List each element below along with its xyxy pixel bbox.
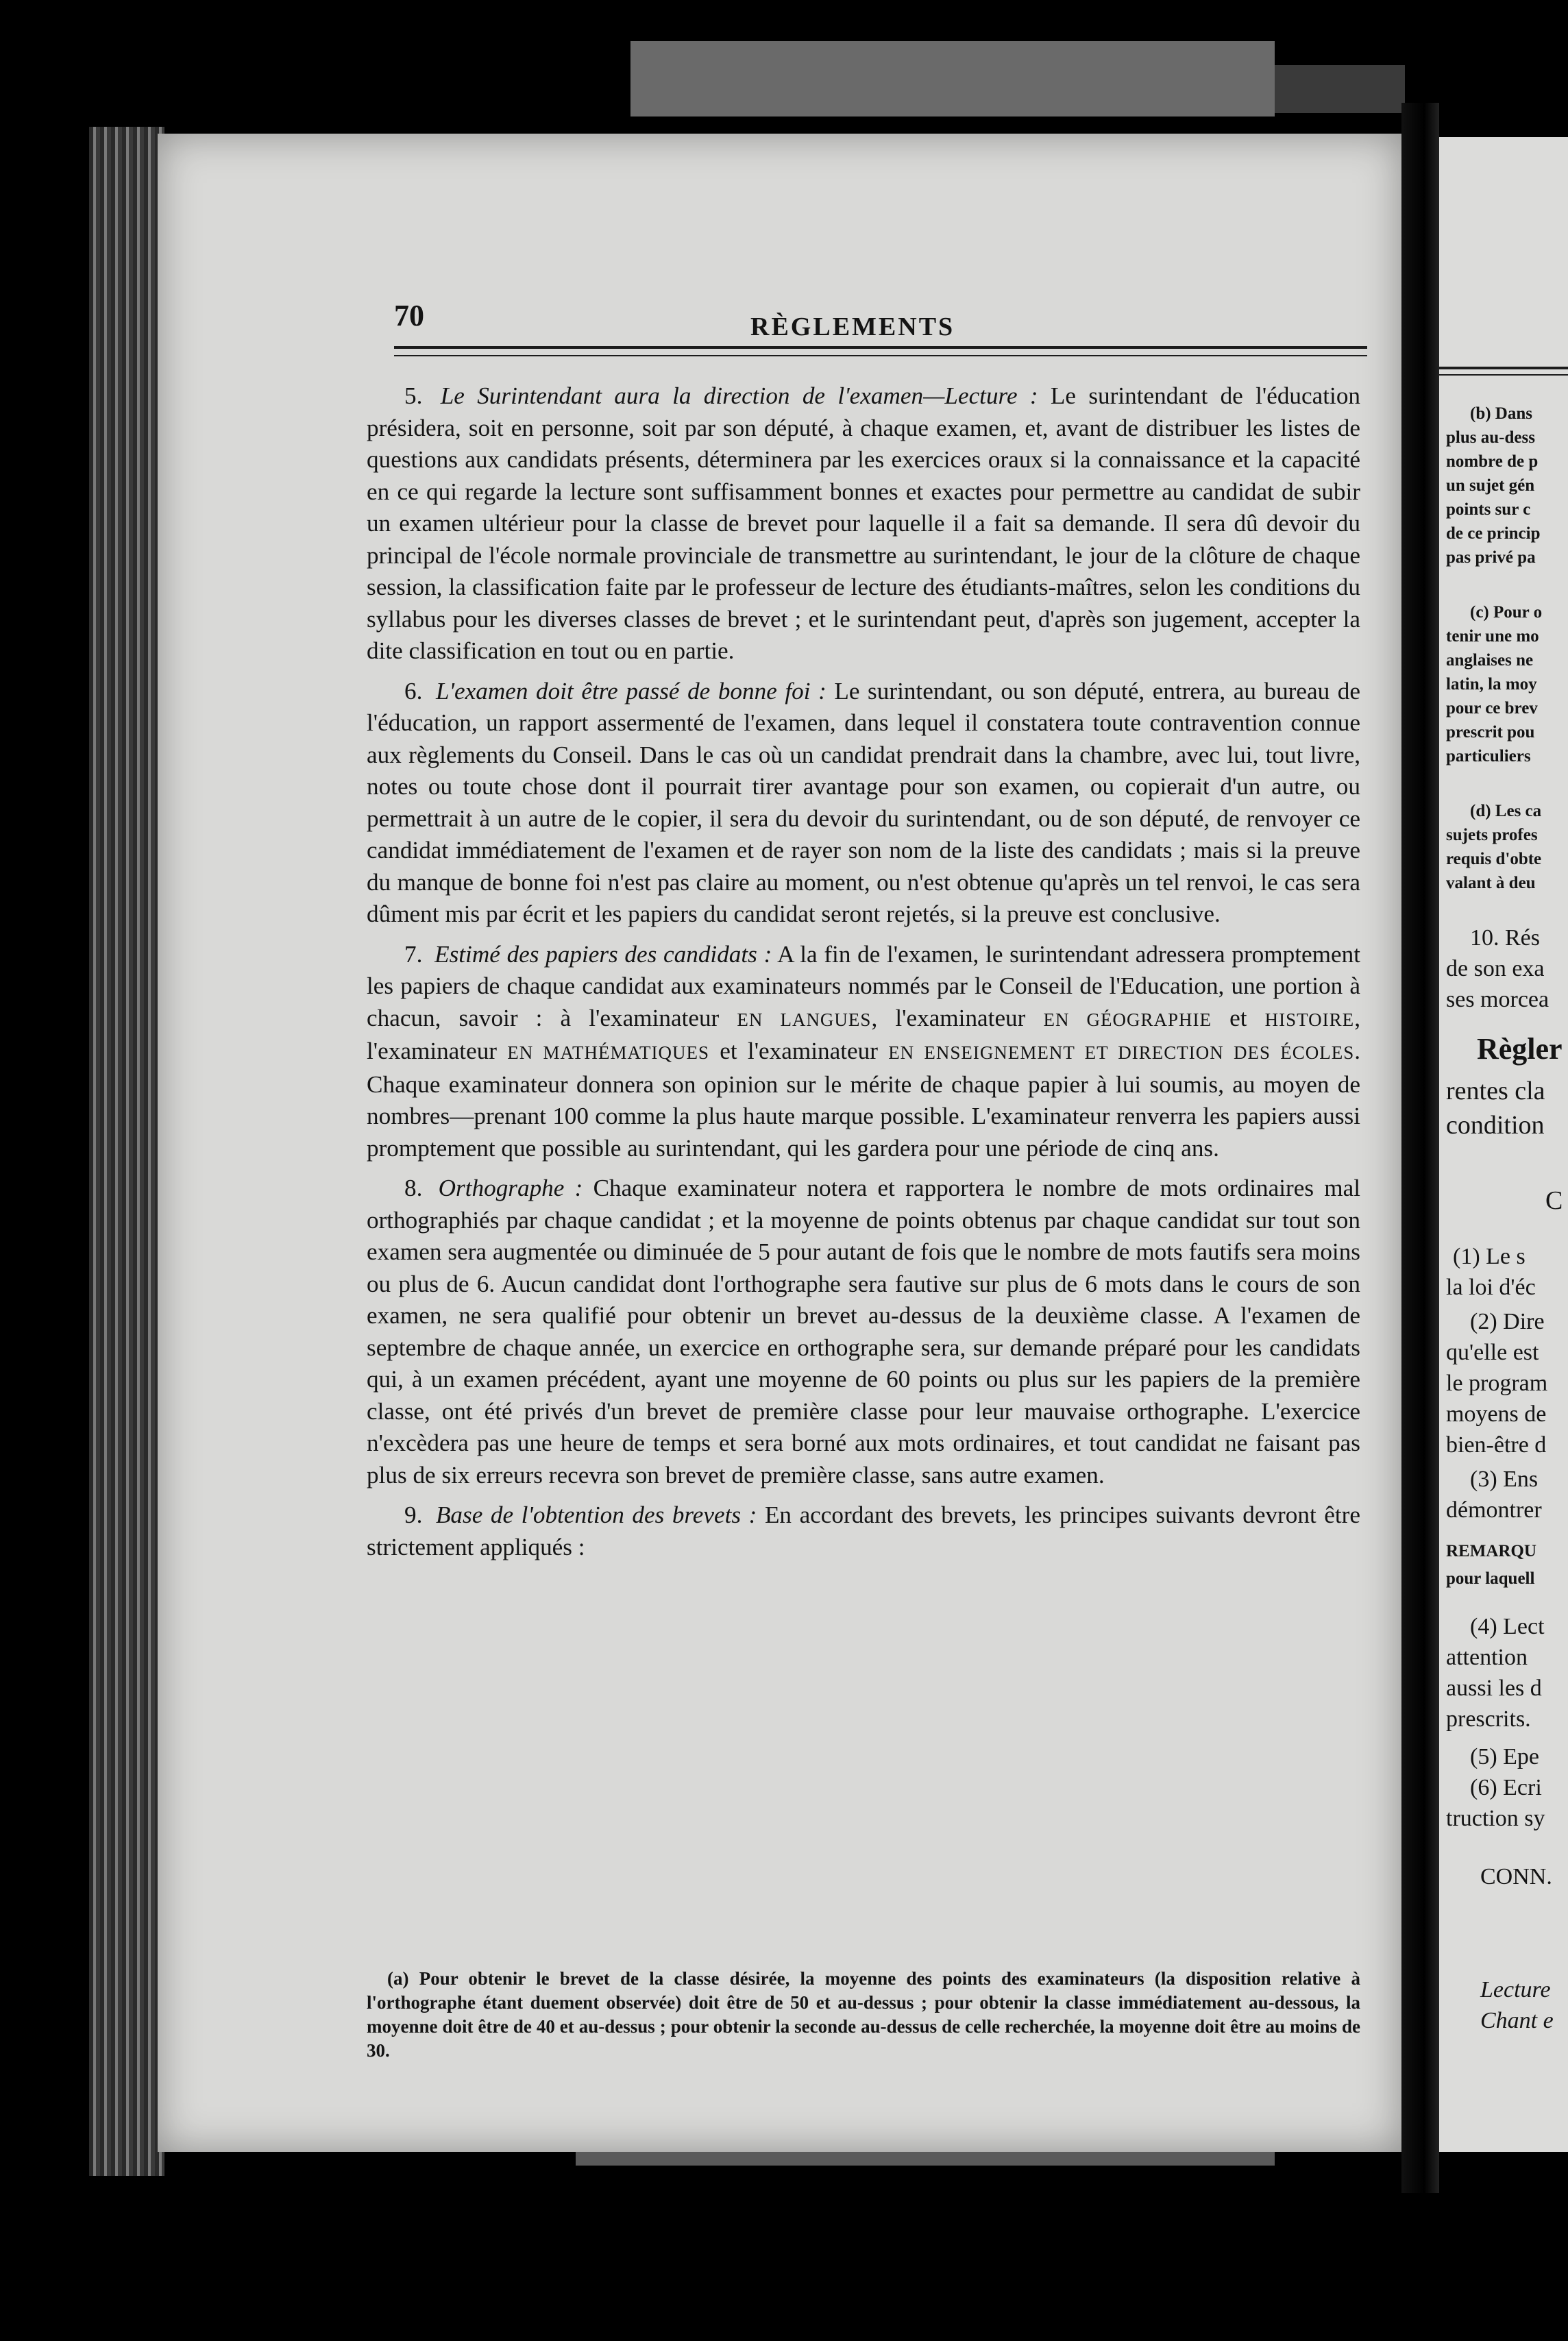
page-title: RÈGLEMENTS — [750, 312, 955, 341]
footnote-text: (a) Pour obtenir le brevet de la classe désirée, la moyenne des points des examinateurs (la disposition relative à l'orthographe étant duement observée) doit être de 50 et au-dessus ; pour obtenir la classe immédiatement au-dessous, la moyenne doit être de 40 et au-dessus ; pour obtenir la seconde au-dessus de celle recherchée, la moyenne doit être au moins de 30. — [367, 1968, 1360, 2061]
facing-line: pas privé pa — [1446, 548, 1536, 567]
facing-line: valant à deu — [1446, 874, 1536, 892]
section-heading: L'examen doit être passé de bonne foi : — [435, 677, 826, 704]
section-heading: Estimé des papiers des candidats : — [434, 940, 772, 968]
facing-line: (b) Dans — [1470, 404, 1532, 423]
section-number: 9. — [404, 1502, 423, 1528]
facing-line: 10. Rés — [1470, 925, 1540, 951]
facing-line: (1) Le s — [1453, 1244, 1526, 1269]
facing-line: C — [1545, 1186, 1563, 1215]
section-text: et — [1212, 1004, 1265, 1031]
section-text: , l'examinateur — [367, 1004, 1360, 1064]
section-9 — [367, 1499, 1360, 1563]
section-text: A la fin de l'examen, le surintendant adressera promptement les papiers de chaque candidat aux examinateurs nommés par le Conseil de l'Education, une portion à chacun, savoir : à l'examinateur — [367, 940, 1360, 1031]
section-text: . Chaque examinateur donnera son opinion sur le mérite de chaque papier à lui soumis, au moyen de nombres—prenant 100 comme la plus haute marque possible. L'examinateur renverra les papiers aussi promptement que possible au surintendant, qui les gardera pour une période de cinq ans. — [367, 1038, 1361, 1162]
facing-line: aussi les d — [1446, 1676, 1542, 1701]
footnote-a — [367, 1967, 1360, 2063]
facing-line: attention — [1446, 1645, 1528, 1670]
page-body — [367, 380, 1360, 1571]
section-number: 8. — [404, 1175, 423, 1201]
facing-line: REMARQU — [1446, 1542, 1536, 1560]
scan-top-strip-right — [1275, 65, 1405, 113]
section-text: Le surintendant de l'éducation présidera, soit en personne, soit par son député, à chaque examen, et, avant de distribuer les listes de questions aux candidats présents, déterminera par les exercices oraux si la connaissance et la capacité en ce qui regarde la lecture sont suffisamment bonnes et exactes pour permettre au candidat de subir un examen ultérieur pour la classe de brevet pour laquelle il a fait sa demande. Il sera dû devoir du principal de l'école normale provinciale de transmettre au surintendant, le jour de la clôture de chaque session, la classification faite par le professeur de lecture des étudiants-maîtres, selon les conditions du syllabus pour les diverses classes de brevet ; et le surintendant peut, d'après son jugement, accepter la dite classification en tout ou en partie. — [367, 382, 1361, 664]
facing-line: de son exa — [1446, 956, 1545, 981]
facing-line: CONN. — [1480, 1864, 1552, 1889]
section-heading: Le Surintendant aura la direction de l'examen—Lecture : — [440, 382, 1038, 409]
facing-line: le program — [1446, 1371, 1548, 1396]
facing-line: (2) Dire — [1470, 1309, 1545, 1334]
facing-line: (d) Les ca — [1470, 802, 1542, 820]
facing-line: (3) Ens — [1470, 1467, 1539, 1492]
facing-page — [1439, 137, 1568, 2152]
facing-line: démontrer — [1446, 1497, 1542, 1523]
facing-line: (6) Ecri — [1470, 1775, 1542, 1800]
facing-line: moyens de — [1446, 1401, 1547, 1427]
facing-line: pour ce brev — [1446, 699, 1538, 718]
page-header — [394, 298, 1367, 360]
section-text: et l'examinateur — [709, 1038, 889, 1064]
facing-line: (4) Lect — [1470, 1614, 1545, 1639]
facing-line: un sujet gén — [1446, 476, 1535, 495]
examiner-geography: EN GÉOGRAPHIE — [1043, 1009, 1212, 1030]
section-8 — [367, 1173, 1360, 1491]
facing-line: qu'elle est — [1446, 1340, 1539, 1365]
facing-page-rule — [1439, 367, 1568, 369]
facing-line: nombre de p — [1446, 452, 1539, 471]
facing-line: particuliers — [1446, 747, 1531, 765]
examiner-mathematics: EN MATHÉMATIQUES — [507, 1042, 709, 1063]
examiner-languages: EN LANGUES — [737, 1009, 872, 1030]
section-text: , l'examinateur — [871, 1004, 1044, 1031]
facing-line: de ce princip — [1446, 524, 1541, 543]
facing-line: condition — [1446, 1111, 1545, 1140]
book-gutter — [1401, 103, 1439, 2193]
header-rule — [394, 346, 1367, 349]
section-number: 5. — [404, 382, 423, 409]
section-number: 7. — [404, 940, 423, 968]
page-number: 70 — [394, 299, 424, 332]
facing-line: requis d'obte — [1446, 850, 1542, 868]
section-5 — [367, 380, 1360, 667]
facing-line: points sur c — [1446, 500, 1531, 519]
facing-line: la loi d'éc — [1446, 1275, 1536, 1300]
facing-heading: Règler — [1477, 1032, 1563, 1066]
section-7 — [367, 939, 1360, 1165]
book-edge — [89, 127, 164, 2176]
facing-line: tenir une mo — [1446, 627, 1539, 646]
section-text: Le surintendant, ou son député, entrera, au bureau de l'éducation, un rapport assermenté de l'examen, dans lequel il constatera toute contravention connue aux règlements du Conseil. Dans le cas où un candidat prendrait dans la chambre, avec lui, tout livre, notes ou toute chose dont il pourrait tirer avantage pour son examen, ou copierait d'un autre, ou permettrait à un autre de le copier, il sera du devoir du surintendant, ou de son député, de renvoyer ce candidat immédiatement de l'examen et de rayer son nom de la liste des candidats ; mais si la preuve du manque de bonne foi n'est pas claire au moment, ou n'est obtenue qu'après un tel renvoi, le cas sera dûment mis par écrit et les papiers du candidat seront rejetés, si la preuve est conclusive. — [367, 677, 1360, 927]
facing-line: bien-être d — [1446, 1432, 1547, 1458]
examiner-teaching: EN ENSEIGNEMENT ET DIRECTION DES ÉCOLES — [888, 1042, 1355, 1063]
facing-line: pour laquell — [1446, 1569, 1535, 1588]
section-text: En accordant des brevets, les principes suivants devront être strictement appliqués : — [367, 1502, 1361, 1560]
section-6 — [367, 676, 1360, 931]
facing-line: plus au-dess — [1446, 428, 1535, 447]
section-text: Chaque examinateur notera et rapportera le nombre de mots ordinaires mal orthographiés par chaque candidat ; et la moyenne de points obtenus par chaque candidat sur tout son examen sera augmentée ou diminuée de 5 pour autant de fois que le nombre de mots fautifs sera moins ou plus de 6. Aucun candidat dont l'orthographe sera fautive sur plus de 6 mots dans le cours de son examen, ne sera qualifié pour obtenir un brevet au-dessus de la deuxième classe. A l'examen de septembre de chaque année, un exercice en orthographe sera, sur demande préparé pour les candidats qui, à un examen précédent, ayant une moyenne de 60 points ou plus sur les papiers de la première classe, ont été privés d'un brevet de première classe pour leur mauvaise orthographe. L'exercice n'excèdera pas une heure de temps et sera borné aux mots ordinaires, et tout candidat ne faisant pas plus de six erreurs recevra son brevet de première classe, sans autre examen. — [367, 1175, 1361, 1488]
header-rule — [394, 355, 1367, 356]
section-number: 6. — [404, 677, 423, 704]
facing-line: rentes cla — [1446, 1077, 1545, 1105]
scan-top-strip — [630, 41, 1275, 117]
facing-line: prescrit pou — [1446, 723, 1535, 741]
facing-line: sujets profes — [1446, 826, 1538, 844]
facing-line: latin, la moy — [1446, 675, 1537, 694]
facing-line: Lecture — [1480, 1977, 1551, 2002]
facing-page-rule — [1439, 374, 1568, 376]
examiner-history: HISTOIRE — [1264, 1009, 1355, 1030]
facing-line: ses morcea — [1446, 987, 1549, 1012]
facing-line: truction sy — [1446, 1806, 1545, 1831]
facing-line: prescrits. — [1446, 1706, 1531, 1732]
facing-line: (5) Epe — [1470, 1744, 1540, 1769]
facing-line: (c) Pour o — [1470, 603, 1543, 622]
facing-line: Chant e — [1480, 2008, 1554, 2033]
section-heading: Orthographe : — [438, 1175, 583, 1201]
facing-line: anglaises ne — [1446, 651, 1534, 670]
section-heading: Base de l'obtention des brevets : — [435, 1502, 757, 1528]
